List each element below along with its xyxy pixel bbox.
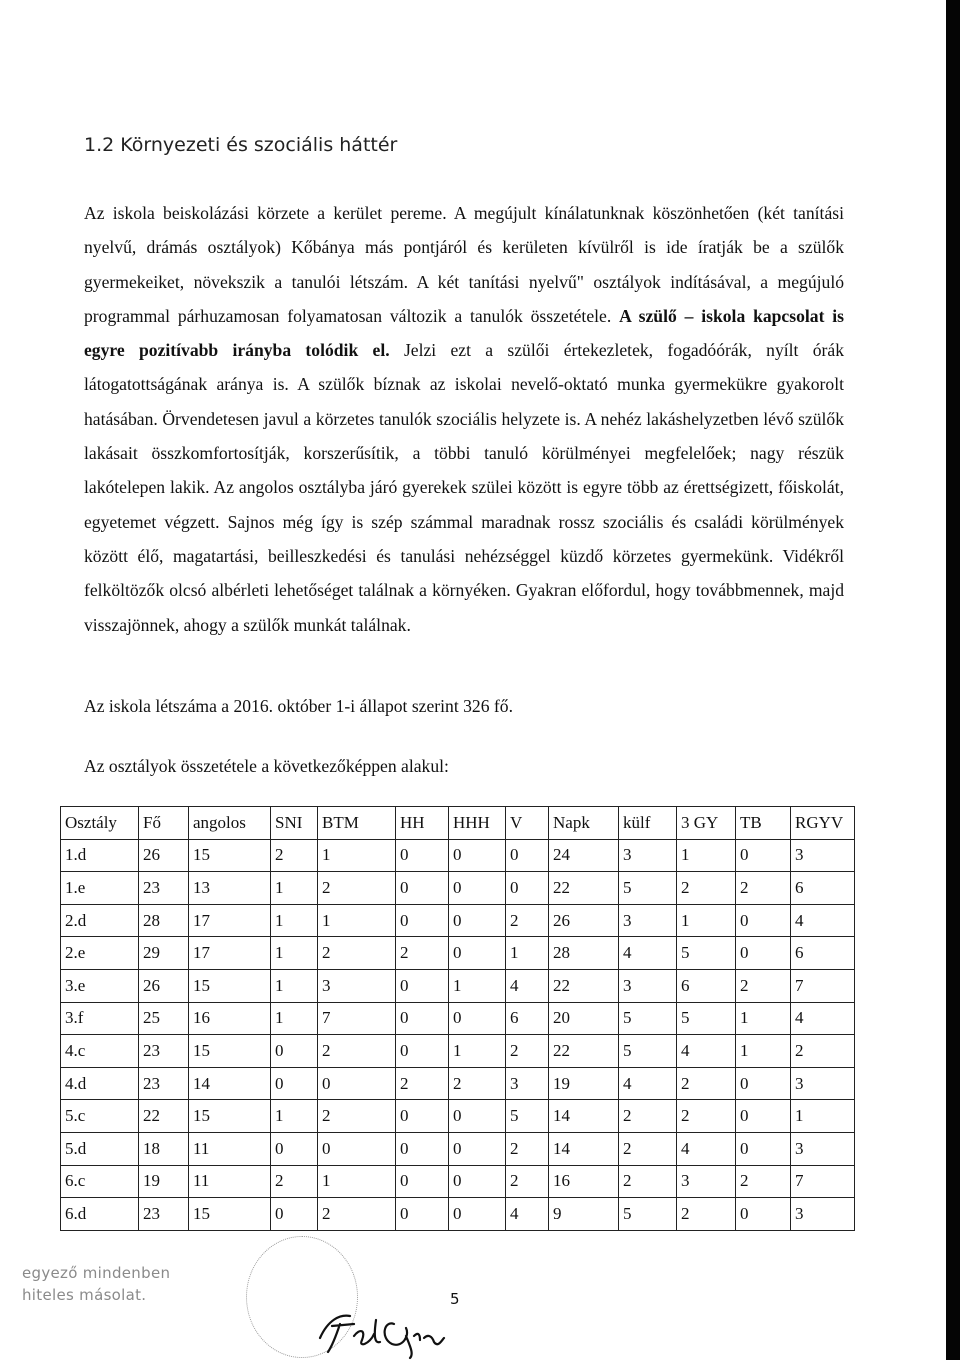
table-cell: 1 — [736, 1035, 791, 1068]
table-cell: 11 — [189, 1165, 271, 1198]
table-cell: 0 — [318, 1132, 396, 1165]
table-cell: 3 — [318, 969, 396, 1002]
table-cell: 0 — [449, 839, 506, 872]
table-cell: 3 — [619, 839, 677, 872]
table-cell: 1 — [791, 1100, 855, 1133]
table-cell: 0 — [506, 839, 549, 872]
table-cell: 0 — [271, 1067, 318, 1100]
table-cell: 5.d — [61, 1132, 139, 1165]
page-number: 5 — [450, 1290, 460, 1308]
table-cell: 5 — [619, 872, 677, 905]
table-cell: 23 — [139, 872, 189, 905]
table-cell: 0 — [736, 1132, 791, 1165]
table-cell: 9 — [549, 1198, 619, 1231]
table-cell: 1 — [318, 839, 396, 872]
table-cell: 5 — [677, 937, 736, 970]
table-cell: 0 — [506, 872, 549, 905]
table-cell: 1.d — [61, 839, 139, 872]
table-cell: 2 — [271, 839, 318, 872]
table-cell: 3.f — [61, 1002, 139, 1035]
table-cell: 3 — [791, 1132, 855, 1165]
table-cell: 2 — [619, 1100, 677, 1133]
table-cell: 5.c — [61, 1100, 139, 1133]
table-cell: 1.e — [61, 872, 139, 905]
table-cell: 2 — [506, 904, 549, 937]
table-cell: 28 — [549, 937, 619, 970]
table-cell: 2 — [736, 872, 791, 905]
table-cell: 16 — [189, 1002, 271, 1035]
table-cell: 2 — [677, 1100, 736, 1133]
table-cell: 0 — [396, 839, 449, 872]
table-cell: 4 — [677, 1035, 736, 1068]
col-header: Fő — [139, 807, 189, 840]
body-paragraph — [84, 196, 844, 642]
table-cell: 15 — [189, 969, 271, 1002]
table-header-row — [61, 807, 855, 840]
table-cell: 2 — [271, 1165, 318, 1198]
table-cell: 2 — [677, 1198, 736, 1231]
table-row — [61, 1132, 855, 1165]
table-cell: 3 — [791, 1198, 855, 1231]
table-cell: 1 — [449, 1035, 506, 1068]
table-cell: 0 — [396, 904, 449, 937]
table-cell: 17 — [189, 904, 271, 937]
table-cell: 22 — [549, 969, 619, 1002]
table-cell: 4 — [677, 1132, 736, 1165]
table-row — [61, 1002, 855, 1035]
table-cell: 2 — [318, 937, 396, 970]
table-cell: 18 — [139, 1132, 189, 1165]
table-cell: 14 — [549, 1100, 619, 1133]
stamp-line-1: egyező mindenben — [22, 1264, 171, 1282]
paragraph-part-2: Jelzi ezt a szülői értekezletek, fogadóórák, nyílt órák látogatottságának aránya is. A szülők bíznak az iskolai nevelő-oktató munka gyermekükre gyakorolt hatásában. Örvendetesen javul a körzetes tanulók szociális helyzete is. A nehéz lakáshelyzetben lévő szülők lakásait összkomfortosítják, korszerűsítik, a többi tanuló körülményei megfelelőek; nagy részük lakótelepen lakik. Az angolos osztályba járó gyerekek szülei között is egyre több az érettségizett, főiskolát, egyetemet végzett. Sajnos még így is szép számmal maradnak rossz szociális és családi körülmények között élő, magatartási, beilleszkedési és tanulási nehézséggel küzdő körzetes gyermekünk. Vidékről felköltözők olcsó albérleti lehetőséget találnak a környéken. Gyakran előfordul, hogy továbbmennek, majd visszajönnek, ahogy a szülők munkát találnak. — [84, 340, 844, 635]
table-cell: 0 — [449, 1165, 506, 1198]
table-cell: 2.d — [61, 904, 139, 937]
table-row — [61, 904, 855, 937]
table-cell: 15 — [189, 1035, 271, 1068]
col-header: Napk — [549, 807, 619, 840]
table-cell: 0 — [396, 1035, 449, 1068]
table-cell: 3 — [506, 1067, 549, 1100]
table-cell: 7 — [318, 1002, 396, 1035]
table-cell: 3 — [791, 1067, 855, 1100]
col-header: angolos — [189, 807, 271, 840]
col-header: HHH — [449, 807, 506, 840]
table-cell: 0 — [449, 904, 506, 937]
col-header: SNI — [271, 807, 318, 840]
table-cell: 6 — [677, 969, 736, 1002]
table-cell: 1 — [271, 1100, 318, 1133]
table-cell: 5 — [619, 1035, 677, 1068]
table-row — [61, 1198, 855, 1231]
table-cell: 1 — [506, 937, 549, 970]
table-cell: 0 — [396, 1198, 449, 1231]
table-cell: 1 — [271, 872, 318, 905]
class-composition-table — [60, 806, 855, 1231]
table-cell: 0 — [271, 1132, 318, 1165]
table-cell: 1 — [677, 839, 736, 872]
table-cell: 0 — [449, 872, 506, 905]
table-cell: 2 — [318, 1100, 396, 1133]
table-cell: 17 — [189, 937, 271, 970]
table-cell: 16 — [549, 1165, 619, 1198]
col-header: külf — [619, 807, 677, 840]
table-cell: 1 — [271, 937, 318, 970]
table-cell: 2 — [619, 1165, 677, 1198]
table-cell: 0 — [396, 1165, 449, 1198]
section-heading: 1.2 Környezeti és szociális háttér — [84, 134, 398, 156]
table-cell: 0 — [736, 1100, 791, 1133]
table-cell: 0 — [271, 1035, 318, 1068]
table-cell: 14 — [189, 1067, 271, 1100]
table-cell: 1 — [318, 904, 396, 937]
table-cell: 23 — [139, 1035, 189, 1068]
table-cell: 7 — [791, 1165, 855, 1198]
table-cell: 2 — [506, 1035, 549, 1068]
table-cell: 2 — [677, 872, 736, 905]
col-header: BTM — [318, 807, 396, 840]
table-row — [61, 1165, 855, 1198]
paragraph-part-1: Az iskola beiskolázási körzete a kerület pereme. A megújult kínálatunknak köszönhetően (két tanítási nyelvű, drámás osztályok) Kőbánya más pontjáról és kerületen kívülről is ide íratják be a szülők gyermekeiket, növekszik a tanulói létszám. A két tanítási nyelvű" osztályok indításával, a megújuló programmal párhuzamosan folyamatosan változik a tanulók összetétele. — [84, 203, 844, 326]
table-row — [61, 839, 855, 872]
table-row — [61, 937, 855, 970]
table-body — [61, 839, 855, 1230]
table-cell: 2 — [506, 1132, 549, 1165]
paragraph-bold-sentence: A szülő – iskola kapcsolat is egyre pozitívabb irányba tolódik el. — [84, 305, 845, 361]
table-cell: 2.e — [61, 937, 139, 970]
table-cell: 24 — [549, 839, 619, 872]
table-cell: 22 — [549, 872, 619, 905]
table-cell: 22 — [549, 1035, 619, 1068]
col-header: RGYV — [791, 807, 855, 840]
table-cell: 0 — [449, 1198, 506, 1231]
certification-stamp — [22, 1262, 170, 1306]
table-cell: 7 — [791, 969, 855, 1002]
table-cell: 0 — [736, 904, 791, 937]
col-header: HH — [396, 807, 449, 840]
table-cell: 13 — [189, 872, 271, 905]
table-cell: 0 — [396, 1132, 449, 1165]
table-cell: 0 — [736, 839, 791, 872]
table-cell: 2 — [318, 872, 396, 905]
table-row — [61, 1035, 855, 1068]
enrollment-sentence: Az iskola létszáma a 2016. október 1-i állapot szerint 326 fő. — [84, 696, 513, 716]
table-cell: 3 — [619, 904, 677, 937]
table-cell: 0 — [396, 1100, 449, 1133]
table-cell: 5 — [619, 1002, 677, 1035]
table-cell: 2 — [318, 1198, 396, 1231]
table-cell: 0 — [318, 1067, 396, 1100]
table-cell: 20 — [549, 1002, 619, 1035]
table-cell: 1 — [271, 904, 318, 937]
table-cell: 19 — [549, 1067, 619, 1100]
table-cell: 0 — [271, 1198, 318, 1231]
table-cell: 4 — [506, 969, 549, 1002]
table-cell: 29 — [139, 937, 189, 970]
table-cell: 1 — [736, 1002, 791, 1035]
scan-edge-bar — [946, 0, 960, 1360]
table-cell: 1 — [449, 969, 506, 1002]
table-cell: 2 — [449, 1067, 506, 1100]
table-cell: 0 — [396, 872, 449, 905]
table-cell: 5 — [619, 1198, 677, 1231]
col-header: TB — [736, 807, 791, 840]
table-cell: 22 — [139, 1100, 189, 1133]
table-cell: 26 — [139, 969, 189, 1002]
col-header: V — [506, 807, 549, 840]
table-cell: 0 — [396, 1002, 449, 1035]
table-cell: 19 — [139, 1165, 189, 1198]
table-cell: 5 — [677, 1002, 736, 1035]
table-cell: 0 — [396, 969, 449, 1002]
table-row — [61, 872, 855, 905]
table-cell: 0 — [736, 1067, 791, 1100]
table-cell: 11 — [189, 1132, 271, 1165]
table-cell: 4 — [506, 1198, 549, 1231]
table-cell: 5 — [506, 1100, 549, 1133]
table-cell: 0 — [736, 1198, 791, 1231]
table-cell: 26 — [549, 904, 619, 937]
table-cell: 2 — [396, 1067, 449, 1100]
handwritten-signature — [310, 1300, 480, 1360]
table-cell: 28 — [139, 904, 189, 937]
table-cell: 25 — [139, 1002, 189, 1035]
table-cell: 0 — [449, 1002, 506, 1035]
table-cell: 15 — [189, 1100, 271, 1133]
col-header: 3 GY — [677, 807, 736, 840]
table-cell: 14 — [549, 1132, 619, 1165]
table-cell: 3 — [677, 1165, 736, 1198]
table-cell: 0 — [449, 937, 506, 970]
table-cell: 4.d — [61, 1067, 139, 1100]
table-row — [61, 969, 855, 1002]
table-row — [61, 1100, 855, 1133]
table-cell: 6 — [791, 872, 855, 905]
table-cell: 2 — [736, 969, 791, 1002]
table-cell: 0 — [449, 1100, 506, 1133]
table-cell: 4 — [619, 1067, 677, 1100]
table-row — [61, 1067, 855, 1100]
table-cell: 6.d — [61, 1198, 139, 1231]
table-cell: 2 — [791, 1035, 855, 1068]
table-cell: 2 — [506, 1165, 549, 1198]
table-cell: 3 — [791, 839, 855, 872]
table-cell: 2 — [619, 1132, 677, 1165]
table-cell: 15 — [189, 839, 271, 872]
table-cell: 0 — [736, 937, 791, 970]
table-cell: 23 — [139, 1198, 189, 1231]
table-cell: 6 — [791, 937, 855, 970]
table-intro: Az osztályok összetétele a következőképpen alakul: — [84, 756, 449, 776]
table-cell: 3 — [619, 969, 677, 1002]
table-cell: 4.c — [61, 1035, 139, 1068]
table-cell: 3.e — [61, 969, 139, 1002]
table-cell: 6 — [506, 1002, 549, 1035]
table-cell: 4 — [791, 1002, 855, 1035]
table-cell: 2 — [736, 1165, 791, 1198]
table-cell: 2 — [677, 1067, 736, 1100]
table-cell: 15 — [189, 1198, 271, 1231]
table-cell: 0 — [449, 1132, 506, 1165]
table-cell: 26 — [139, 839, 189, 872]
table-cell: 2 — [318, 1035, 396, 1068]
table-cell: 23 — [139, 1067, 189, 1100]
stamp-line-2: hiteles másolat. — [22, 1286, 147, 1304]
table-cell: 6.c — [61, 1165, 139, 1198]
table-cell: 1 — [271, 1002, 318, 1035]
table-cell: 1 — [271, 969, 318, 1002]
table-cell: 4 — [791, 904, 855, 937]
col-header: Osztály — [61, 807, 139, 840]
table-cell: 4 — [619, 937, 677, 970]
table-cell: 1 — [318, 1165, 396, 1198]
table-cell: 2 — [396, 937, 449, 970]
table-cell: 1 — [677, 904, 736, 937]
